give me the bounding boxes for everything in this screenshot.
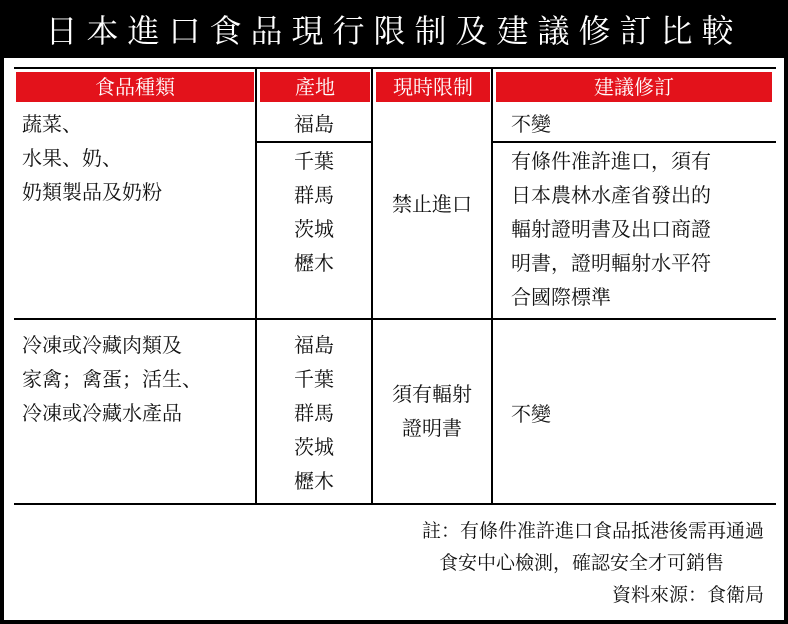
footnote-line: 註：有條件准許進口食品抵港後需再通過	[421, 520, 764, 542]
proposal-unchanged: 不變	[511, 112, 551, 136]
restriction-line: 須有輻射	[392, 382, 472, 406]
row-divider	[14, 318, 776, 320]
proposal-line: 有條件准許進口，須有	[511, 149, 711, 173]
category-meat-poultry-seafood	[22, 328, 202, 430]
proposal-line: 合國際標準	[511, 285, 611, 309]
category-line: 冷凍或冷藏水產品	[22, 401, 182, 425]
region-item: 茨城	[294, 217, 334, 241]
grid-line	[491, 69, 493, 503]
region-fukushima: 福島	[294, 112, 334, 136]
category-line: 水果、奶、	[22, 146, 122, 170]
region-item: 櫪木	[294, 469, 334, 493]
region-item: 千葉	[294, 149, 334, 173]
category-produce-dairy	[22, 107, 162, 209]
grid-line	[491, 141, 776, 143]
category-line: 冷凍或冷藏肉類及	[22, 333, 182, 357]
header-current-restriction: 現時限制	[376, 72, 490, 102]
region-item: 千葉	[294, 367, 334, 391]
source-credit: 資料來源：食衛局	[611, 584, 764, 606]
restriction-line: 證明書	[402, 416, 462, 440]
comparison-table	[14, 67, 776, 505]
proposal-line: 明書，證明輻射水平符	[511, 251, 711, 275]
proposal-conditional-import	[511, 144, 711, 314]
restriction-import-ban: 禁止進口	[392, 192, 472, 216]
region-item: 福島	[294, 333, 334, 357]
region-item: 群馬	[294, 401, 334, 425]
grid-line	[255, 141, 373, 143]
restriction-radiation-certificate	[373, 377, 491, 445]
region-item: 茨城	[294, 435, 334, 459]
proposal-line: 日本農林水產省發出的	[511, 183, 711, 207]
footnote-line: 食安中心檢測，確認安全才可銷售	[438, 552, 724, 574]
page-title: 日本進口食品現行限制及建議修訂比較	[4, 4, 784, 58]
category-line: 奶類製品及奶粉	[22, 180, 162, 204]
header-origin: 產地	[260, 72, 370, 102]
region-list	[257, 328, 371, 498]
region-item: 群馬	[294, 183, 334, 207]
proposal-unchanged: 不變	[511, 402, 551, 426]
header-proposed-revision: 建議修訂	[496, 72, 772, 102]
category-line: 蔬菜、	[22, 112, 82, 136]
category-line: 家禽；禽蛋；活生、	[22, 367, 202, 391]
proposal-line: 輻射證明書及出口商證	[511, 217, 711, 241]
region-item: 櫪木	[294, 251, 334, 275]
header-food-category: 食品種類	[16, 72, 254, 102]
region-list	[257, 144, 371, 280]
